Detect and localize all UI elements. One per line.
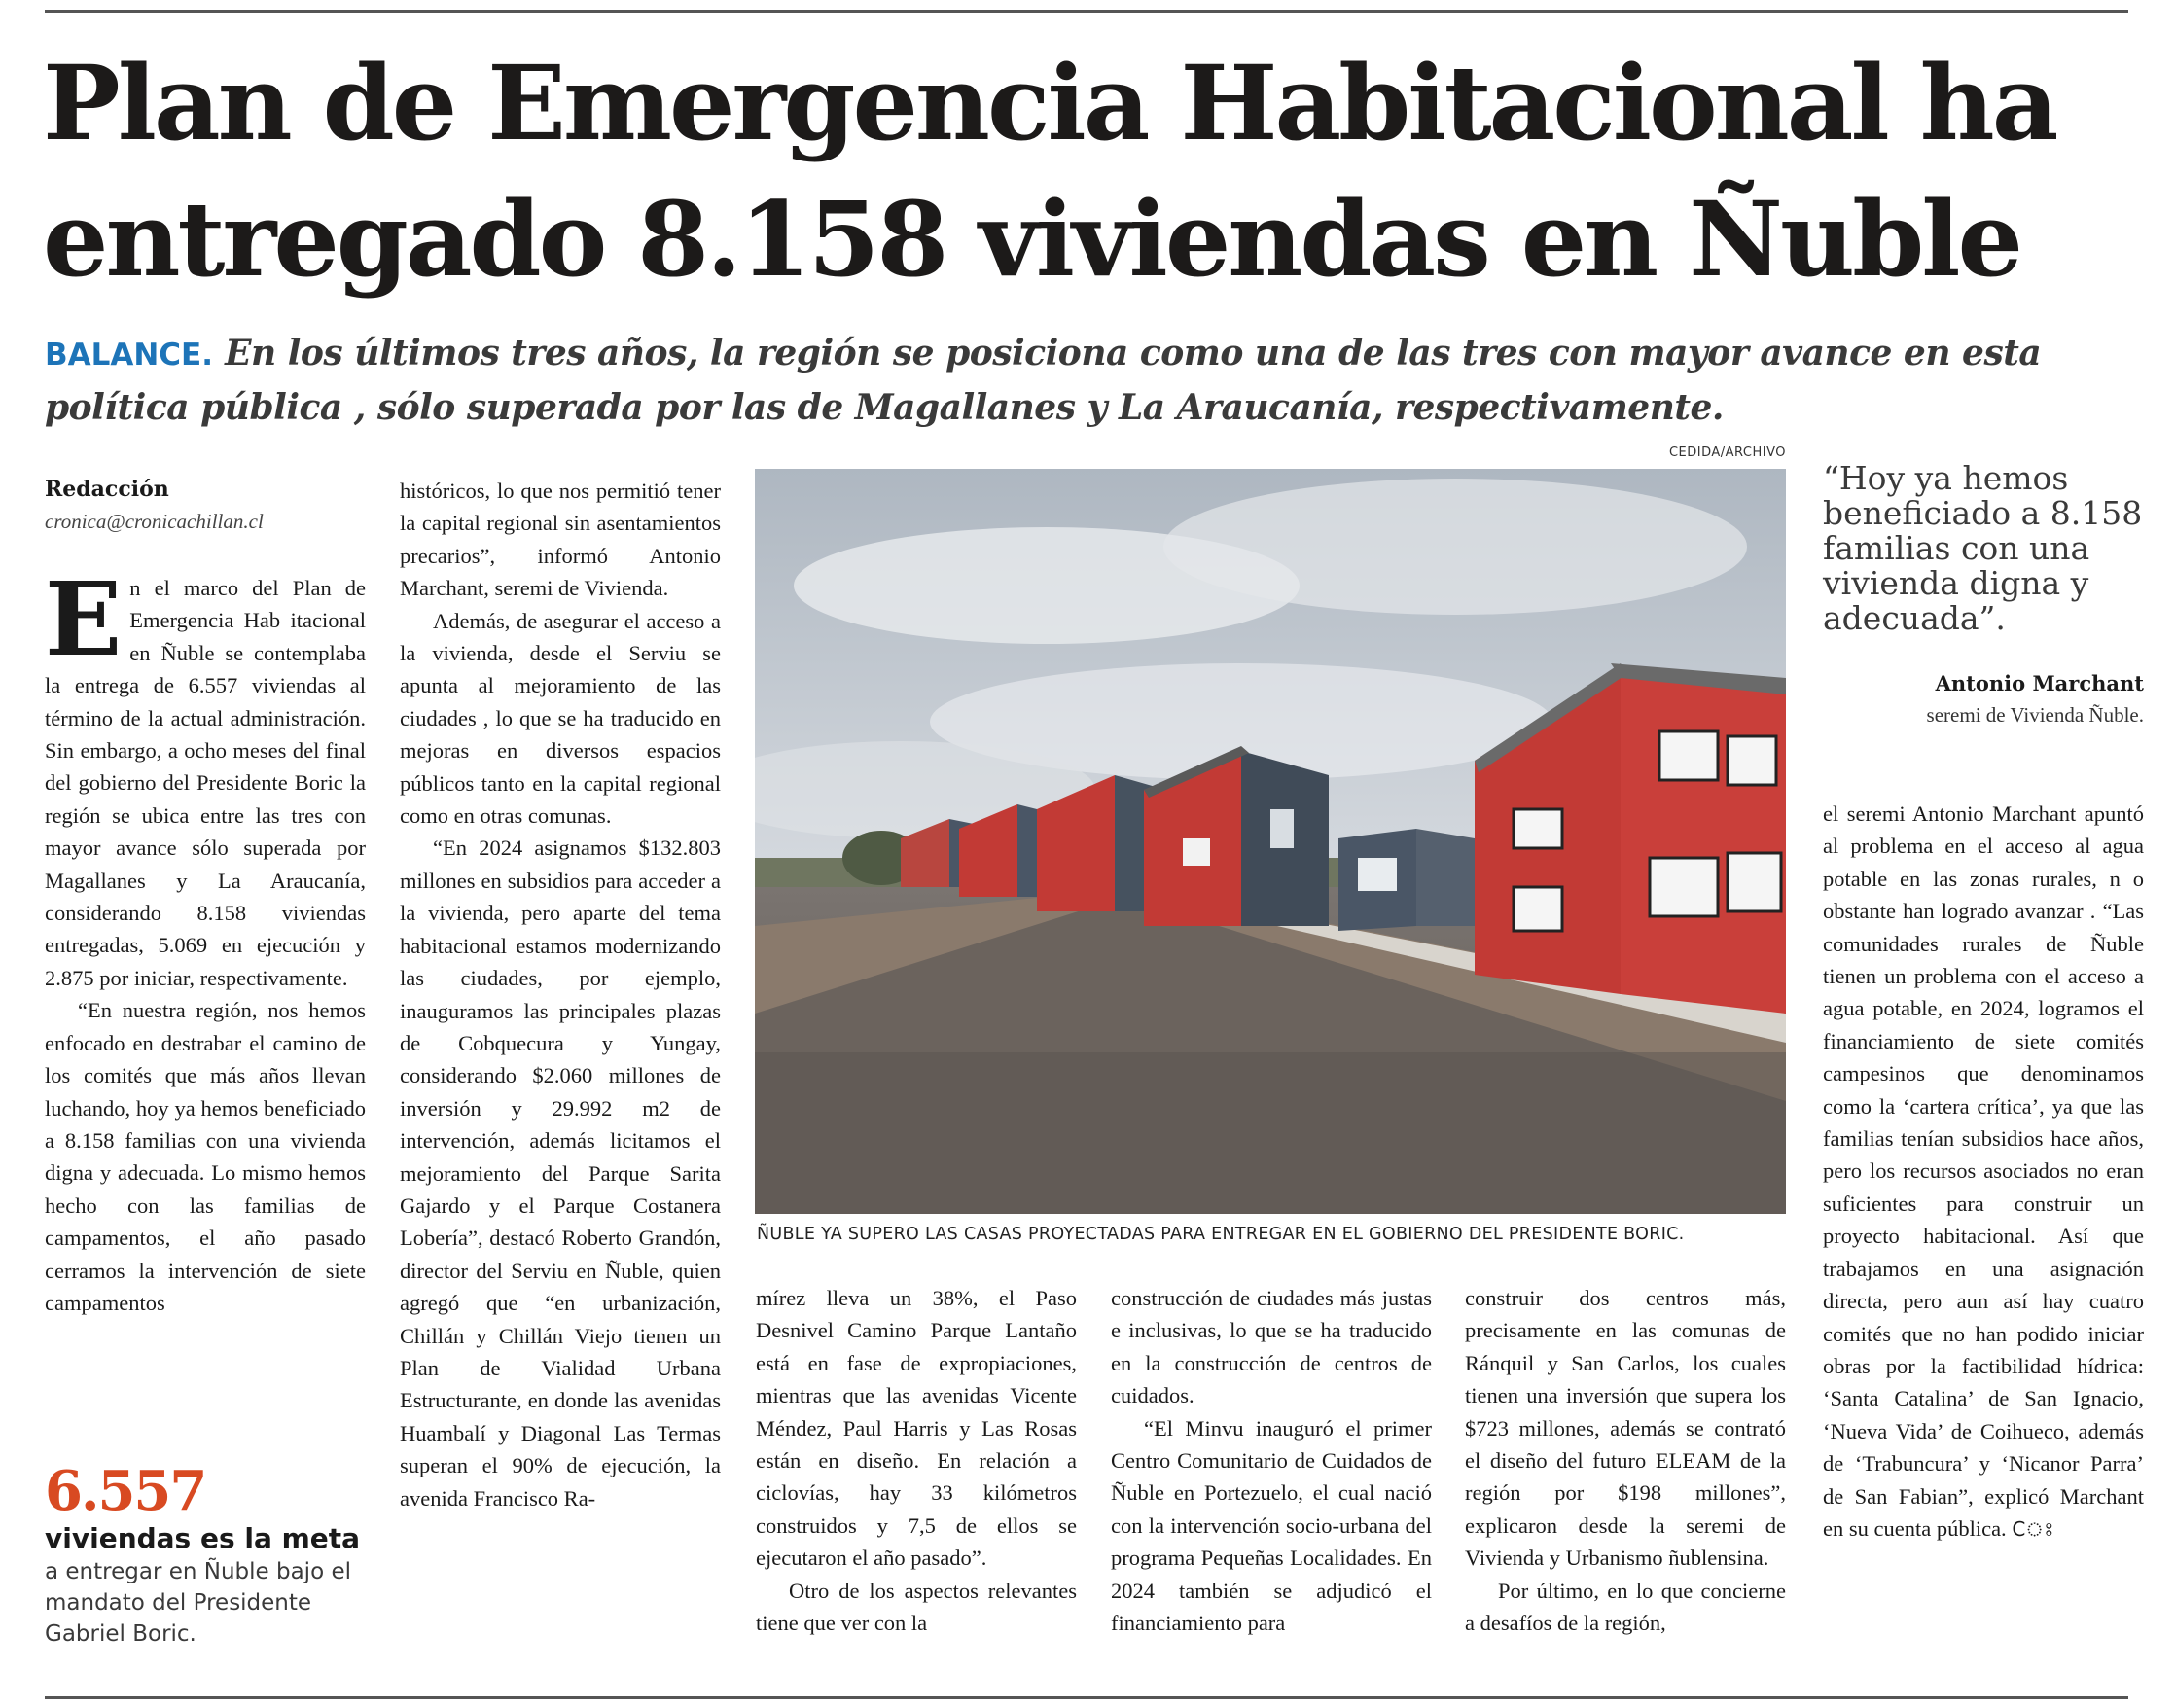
article-column-1 [45, 559, 366, 1319]
byline-email: cronica@cronicachillan.cl [45, 510, 264, 533]
column-1-paragraph-1: En el marco del Plan de Emergencia Hab itacional en Ñuble se contemplaba la entrega de 6.557 viviendas al término de la actual administración. Sin embargo, a ocho meses del final del gobierno del Presidente Boric la región se ubica entre las tres con mayor avance sólo superada por Magallanes y La Araucanía, considerando 8.158 viviendas entregadas, 5.069 en ejecución y 2.875 por iniciar, respectivamente. [45, 559, 366, 990]
pull-quote: “Hoy ya hemos beneficiado a 8.158 familias con una vivienda digna y adecuada”. [1823, 459, 2143, 637]
headline-line-1: Plan de Emergencia Habitacional ha [43, 42, 2056, 163]
column-2-paragraph-2: Además, de asegurar el acceso a la vivienda, desde el Serviu se apunta al mejoramiento de las ciudades , lo que se ha traducido en mejoras en diversos espacios públicos tanto en la capital regional como en otras comunas. [400, 608, 721, 829]
end-mark-icon: Cঃ [2012, 1516, 2054, 1541]
fact-description: a entregar en Ñuble bajo el mandato del Presidente Gabriel Boric. [45, 1559, 351, 1647]
fact-title: viviendas es la meta [45, 1522, 361, 1554]
housing-photo-illustration [755, 469, 1786, 1214]
lead-paragraph [45, 327, 2146, 434]
column-6-paragraph-1: el seremi Antonio Marchant apuntó al problema en el acceso al agua potable en las zonas rurales, n o obstante han logrado avanzar . “Las comunidades rurales de Ñuble tienen un problema con el acceso a agua potable, en 2024, logramos el financiamiento de siete comités campesinos que denominamos como la ‘cartera crítica’, ya que las familias tenían subsidios hace años, pero los recursos asociados no eran suficientes para construir un proyecto habitacional. Así que trabajamos en una asignación directa, pero aun así hay cuatro comités que no han podido iniciar obras por la factibilidad hídrica: ‘Santa Catalina’ de San Ignacio, ‘Nueva Vida’ de Coihueco, además de ‘Trabuncura’ y ‘Nicanor Parra’ de San Fabian”, explicó Marchant en su cuenta pública. Cঃ [1823, 801, 2144, 1541]
drop-cap: E [45, 559, 123, 679]
article-column-5 [1465, 1282, 1786, 1639]
photo-caption: ÑUBLE YA SUPERO LAS CASAS PROYECTADAS PARA ENTREGAR EN EL GOBIERNO DEL PRESIDENTE BORIC. [757, 1225, 1685, 1244]
column-2-paragraph-3: “En 2024 asignamos $132.803 millones en subsidios para acceder a la vivienda, pero aparte del tema habitacional estamos modernizando las ciudades, por ejemplo, inauguramos las principales plazas de Cobquecura y Yungay, considerando $2.060 millones de inversión y 29.992 m2 de intervención, además licitamos el mejoramiento del Parque Sarita Gajardo y el Parque Costanera Lobería”, destacó Roberto Grandón, director del Serviu en Ñuble, quien agregó que “en urbanización, Chillán y Chillán Viejo tienen un Plan de Vialidad Urbana Estructurante, en donde las avenidas Huambalí y Diagonal Las Termas superan el 90% de ejecución, la avenida Francisco Ra- [400, 836, 721, 1511]
top-rule [45, 10, 2128, 13]
fact-number: 6.557 [45, 1459, 206, 1523]
column-5-paragraph-2: Por último, en lo que concierne a desafíos de la región, [1465, 1578, 1786, 1636]
column-3-paragraph-2: Otro de los aspectos relevantes tiene que ver con la [756, 1578, 1077, 1636]
headline-line-2: entregado 8.158 viviendas en Ñuble [43, 178, 2020, 300]
column-1-paragraph-2: “En nuestra región, nos hemos enfocado en destrabar el camino de los comités que más años llevan luchando, hoy ya hemos beneficiado a 8.158 familias con una vivienda digna y adecuada. Lo mismo hemos hecho con las familias de campamentos, el año pasado cerramos la intervención de siete campamentos [45, 998, 366, 1315]
lead-kicker: BALANCE. [45, 338, 214, 373]
bottom-rule [45, 1696, 2128, 1699]
housing-photo [755, 469, 1786, 1214]
pull-quote-role: seremi de Vivienda Ñuble. [1926, 703, 2144, 727]
column-4-paragraph-2: “El Minvu inauguró el primer Centro Comunitario de Cuidados de Ñuble en Portezuelo, el cual nació con la intervención socio-urbana del programa Pequeñas Localidades. En 2024 también se adjudicó el financiamiento para [1111, 1415, 1432, 1636]
column-4-paragraph-1: construcción de ciudades más justas e inclusivas, lo que se ha traducido en la construcción de centros de cuidados. [1111, 1286, 1432, 1408]
column-3-paragraph-1: mírez lleva un 38%, el Paso Desnivel Camino Parque Lantaño está en fase de expropiaciones, mientras que las avenidas Vicente Méndez, Paul Harris y Las Rosas están en diseño. En relación a ciclovías, hay 33 kilómetros construidos y 7,5 de ellos se ejecutaron el año pasado”. [756, 1286, 1077, 1571]
fact-box [45, 1461, 375, 1650]
byline-author: Redacción [45, 477, 169, 502]
column-2-paragraph-1: históricos, lo que nos permitió tener la capital regional sin asentamientos precarios”, informó Antonio Marchant, seremi de Vivienda. [400, 479, 721, 601]
headline [43, 35, 2144, 307]
lead-text: En los últimos tres años, la región se posiciona como una de las tres con mayor avance en esta política pública , sólo superada por las de Magallanes y La Araucanía, respectivamente. [45, 333, 2042, 428]
article-column-6 [1823, 798, 2144, 1546]
photo-credit: CEDIDA/ARCHIVO [1668, 445, 1786, 460]
article-column-2 [400, 475, 721, 1514]
article-column-4 [1111, 1282, 1432, 1639]
column-5-paragraph-1: construir dos centros más, precisamente en las comunas de Ránquil y San Carlos, los cuales tienen una inversión que supera los $723 millones, además se contrató el diseño del futuro ELEAM de la región por $198 millones”, explicaron desde la seremi de Vivienda y Urbanismo ñublensina. [1465, 1286, 1786, 1571]
article-column-3 [756, 1282, 1077, 1639]
pull-quote-name: Antonio Marchant [1935, 671, 2144, 695]
